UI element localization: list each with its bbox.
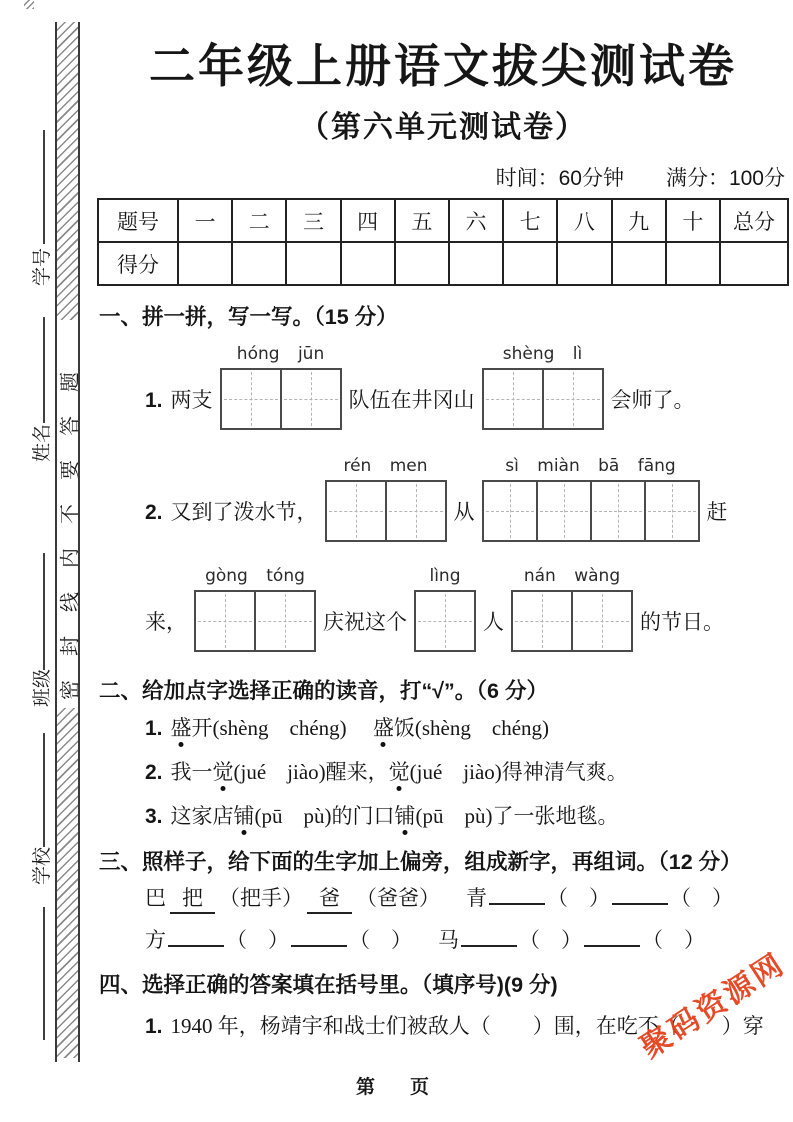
pronunciation-item-2 [145, 756, 628, 786]
pronunciation-item-1 [145, 712, 549, 742]
question-text-segment: 的节日。 [640, 610, 724, 634]
score-cell-empty [612, 242, 666, 285]
field-underline [43, 317, 45, 423]
writing-box-group [482, 343, 604, 430]
score-cell-empty [395, 242, 449, 285]
section2-title: 二、给加点字选择正确的读音，打“√”。（6 分） [99, 679, 548, 703]
question-number: 1. [145, 717, 163, 740]
writing-box-group [482, 455, 700, 542]
question-number: 1. [145, 389, 163, 412]
radical-row-1 [145, 882, 733, 912]
score-header-cell: 七 [503, 199, 557, 242]
paren-blank: （ ） [670, 886, 733, 910]
hatch-pattern [57, 708, 78, 1058]
base-character: 青 [466, 886, 487, 910]
question-text-segment: 开(shèng chéng) [191, 716, 373, 740]
seal-line-text: 密封线内不要答题 [59, 348, 81, 700]
question-number: 2. [145, 761, 163, 784]
paper-subtitle: （第六单元测试卷） [299, 111, 587, 144]
watermark-text: 聚码资源网 [634, 947, 792, 1065]
question-text [145, 496, 318, 542]
writing-box-group [194, 565, 316, 652]
question-text-segment: 饭(shèng chéng) [393, 716, 550, 740]
dotted-character: 觉 [212, 760, 234, 784]
full-score: 满分：100分 [665, 167, 785, 190]
writing-cell [513, 592, 571, 650]
question-text-segment: 这家店 [170, 804, 234, 828]
pinyin-label: shèng lì [502, 344, 583, 364]
writing-cell [222, 370, 280, 428]
field-underline [43, 130, 45, 244]
score-header-cell: 题号 [98, 199, 178, 242]
dotted-character: 盛 [170, 716, 192, 740]
question-text-segment: 从 [453, 500, 475, 524]
writing-box-group [220, 343, 342, 430]
question-text [145, 384, 213, 430]
question-text-segment: (pū pù)的门口 [254, 804, 395, 828]
hatch-pattern [57, 22, 78, 320]
question-text-segment: 来， [145, 610, 187, 634]
score-cell-empty [178, 242, 232, 285]
radical-row-2 [145, 924, 705, 954]
section1-title: 一、拼一拼，写一写。（15 分） [99, 305, 398, 329]
question-text-segment: 1940 年，杨靖宇和战士们被敌人（ ）围，在吃不（ ）穿 [170, 1014, 764, 1038]
question-1-line [145, 343, 695, 430]
score-header-cell: 八 [557, 199, 611, 242]
score-header-cell: 五 [395, 199, 449, 242]
base-character: 巴 [145, 886, 166, 910]
score-cell-empty [232, 242, 286, 285]
writing-cell [536, 482, 590, 540]
writing-grid [414, 590, 476, 652]
answer-blank [168, 931, 224, 947]
question-text-segment: (pū pù)了一张地毯。 [415, 804, 619, 828]
writing-grid [220, 368, 342, 430]
score-cell-empty [286, 242, 340, 285]
question-text-segment: (jué jiào)得神清气爽。 [409, 760, 628, 784]
writing-cell [542, 370, 602, 428]
question-text-segment: 人 [483, 610, 504, 634]
score-header-cell: 一 [178, 199, 232, 242]
question-number: 1. [145, 1015, 163, 1038]
writing-grid [194, 590, 316, 652]
writing-cell [196, 592, 254, 650]
paren-blank: （ ） [349, 928, 412, 952]
score-value-row [98, 242, 788, 285]
pronunciation-item-3 [145, 800, 619, 830]
example-answer: 把 [170, 886, 215, 914]
time-limit: 时间：60分钟 [495, 167, 624, 190]
answer-blank [291, 931, 347, 947]
pinyin-label: sì miàn bā fāng [505, 456, 676, 476]
score-header-cell: 十 [666, 199, 720, 242]
question-text-segment: (jué jiào)醒来， [233, 760, 389, 784]
page-edge-mark [24, 0, 34, 9]
example-word: （爸爸） [356, 886, 440, 910]
paren-blank: （ ） [547, 886, 610, 910]
example-answer: 爸 [307, 886, 352, 914]
section4-title: 四、选择正确的答案填在括号里。（填序号)(9 分) [99, 973, 558, 997]
score-header-cell: 三 [286, 199, 340, 242]
score-header-cell: 总分 [720, 199, 788, 242]
question-2-line [145, 455, 728, 542]
question-number: 2. [145, 501, 163, 524]
writing-box-group [325, 455, 447, 542]
pinyin-label: lìng [429, 566, 461, 586]
student-name-label: 姓名 [32, 424, 53, 463]
field-underline [43, 733, 45, 847]
score-cell-empty [557, 242, 611, 285]
writing-cell [484, 370, 542, 428]
question-text-segment: 赶 [706, 500, 728, 524]
paper-title: 二年级上册语文拔尖测试卷 [149, 40, 737, 92]
base-character: 方 [145, 928, 166, 952]
score-cell-empty [666, 242, 720, 285]
question-2-continued-line [145, 565, 724, 652]
answer-blank [584, 931, 640, 947]
score-cell-empty [503, 242, 557, 285]
question-text-segment: 两支 [170, 388, 213, 412]
answer-blank [489, 889, 545, 905]
score-header-cell: 四 [341, 199, 395, 242]
writing-grid [325, 480, 447, 542]
class-label: 班级 [32, 669, 53, 708]
paper-main-column [97, 0, 789, 1122]
writing-box-group [414, 565, 476, 652]
score-cell-empty [720, 242, 788, 285]
question-text-segment: 又到了泼水节， [170, 500, 318, 524]
writing-cell [327, 482, 385, 540]
writing-cell [571, 592, 631, 650]
exam-meta [454, 162, 785, 192]
writing-grid [482, 368, 604, 430]
writing-cell [385, 482, 445, 540]
question-number: 3. [145, 805, 163, 828]
score-header-cell: 九 [612, 199, 666, 242]
score-header-row [98, 199, 788, 242]
writing-cell [644, 482, 698, 540]
seal-line-strip [55, 22, 80, 1062]
pinyin-label: hóng jūn [236, 344, 325, 364]
writing-cell [590, 482, 644, 540]
school-label: 学校 [32, 847, 53, 886]
dotted-character: 觉 [388, 760, 410, 784]
dotted-character: 铺 [233, 804, 255, 828]
question-text-segment: 我一 [170, 760, 213, 784]
field-underline [43, 907, 45, 1040]
student-id-label: 学号 [32, 248, 53, 287]
question-text-segment: 会师了。 [610, 388, 695, 412]
pinyin-label: nán wàng [523, 566, 621, 586]
answer-blank [612, 889, 668, 905]
page-footer: 第 页 [355, 1077, 437, 1098]
pinyin-label: rén men [343, 456, 428, 476]
question-text-segment: 庆祝这个 [323, 610, 407, 634]
writing-box-group [511, 565, 633, 652]
score-row-label: 得分 [98, 242, 178, 285]
paren-blank: （ ） [642, 928, 705, 952]
pinyin-label: gòng tóng [205, 566, 305, 586]
writing-cell [280, 370, 340, 428]
score-cell-empty [449, 242, 503, 285]
example-word: （把手） [219, 886, 303, 910]
score-header-cell: 六 [449, 199, 503, 242]
writing-grid [482, 480, 700, 542]
writing-grid [511, 590, 633, 652]
writing-cell [484, 482, 536, 540]
section3-title: 三、照样子，给下面的生字加上偏旁，组成新字，再组词。（12 分） [99, 850, 742, 874]
dotted-character: 铺 [394, 804, 416, 828]
paren-blank: （ ） [519, 928, 582, 952]
answer-blank [461, 931, 517, 947]
paren-blank: （ ） [226, 928, 289, 952]
score-table [97, 198, 789, 286]
writing-cell [416, 592, 474, 650]
writing-cell [254, 592, 314, 650]
field-underline [43, 553, 45, 670]
base-character: 马 [438, 928, 459, 952]
score-cell-empty [341, 242, 395, 285]
dotted-character: 盛 [372, 716, 394, 740]
question-text-segment: 队伍在井冈山 [348, 388, 475, 412]
score-header-cell: 二 [232, 199, 286, 242]
